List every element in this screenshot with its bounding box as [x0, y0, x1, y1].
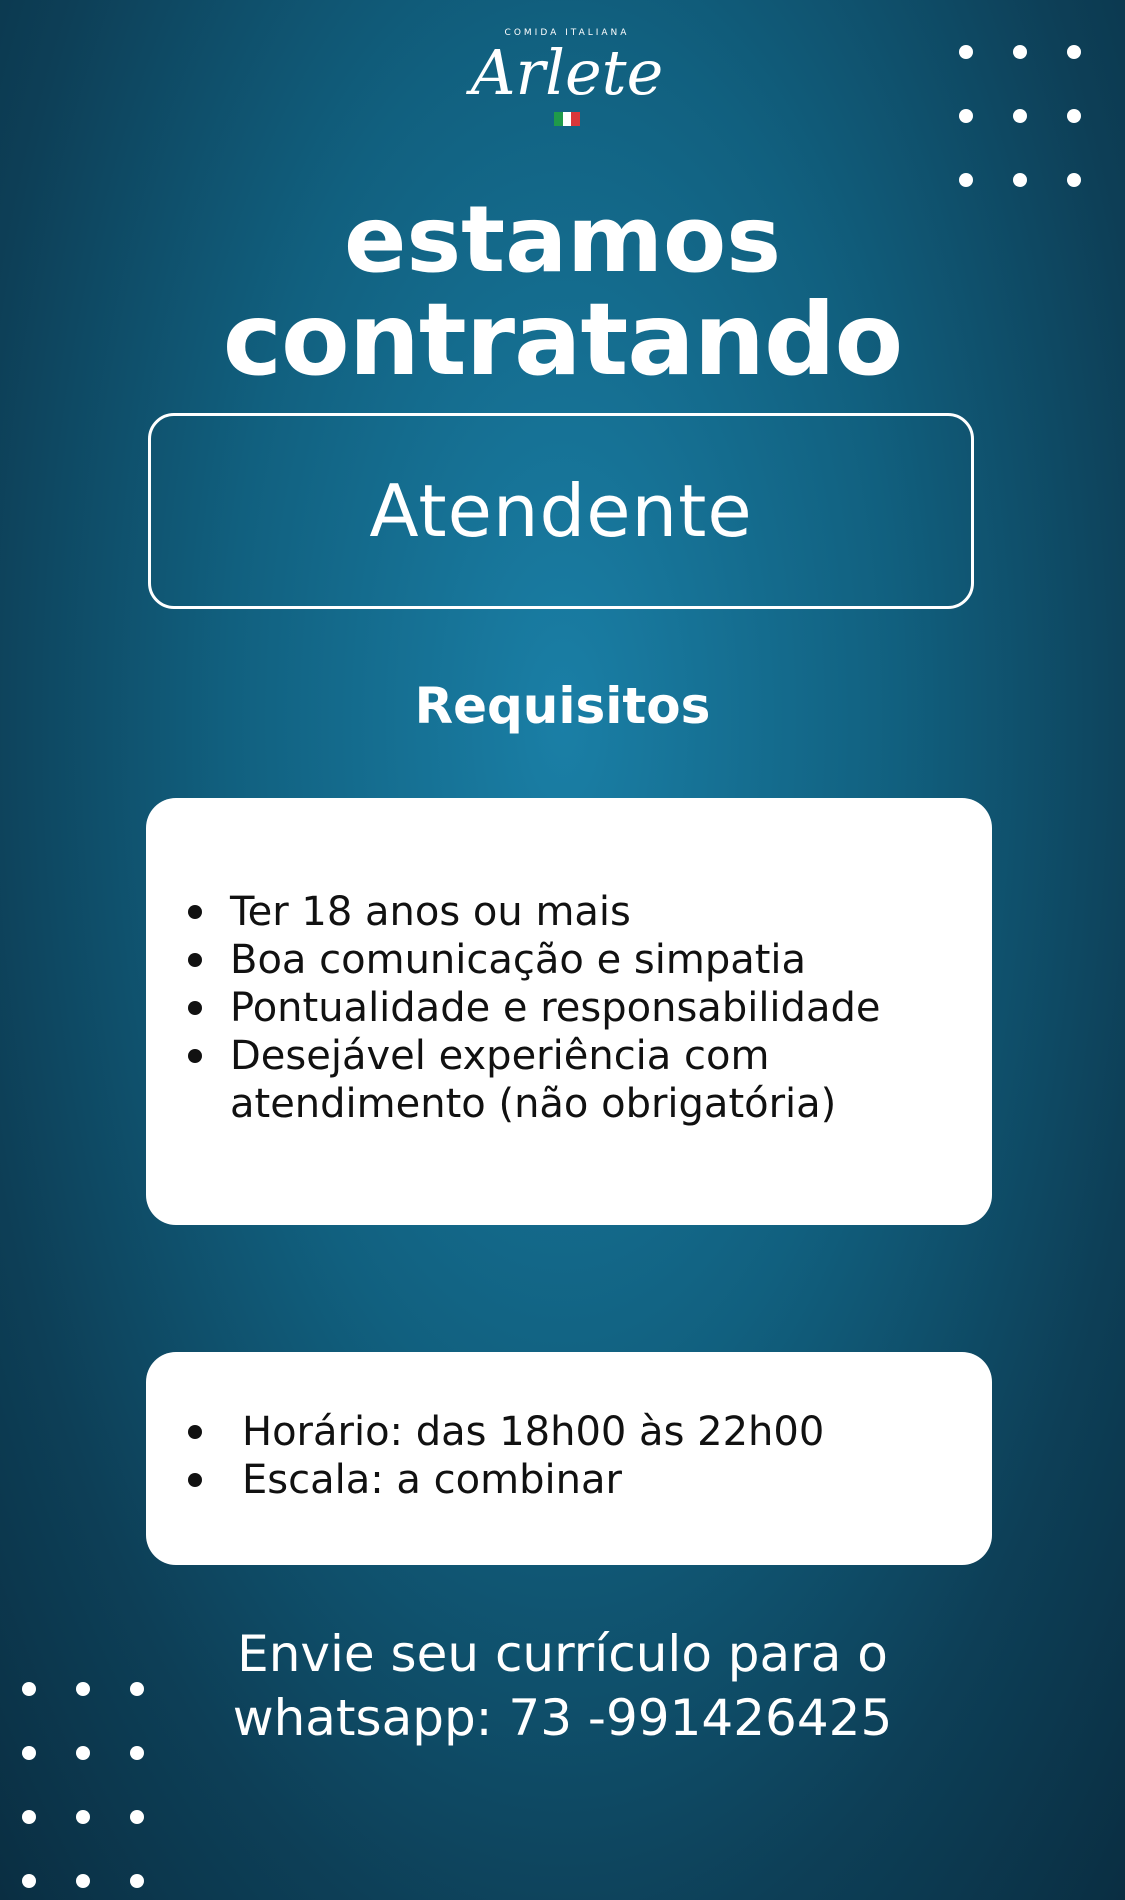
logo-name: Arlete: [470, 36, 664, 109]
decorative-dot: [130, 1746, 144, 1760]
requirement-text: Desejável experiência com atendimento (não obrigatória): [230, 1033, 837, 1127]
decorative-dot: [130, 1874, 144, 1888]
requirements-list: [188, 888, 972, 1128]
decorative-dot: [76, 1810, 90, 1824]
decorative-dot: [959, 109, 973, 123]
restaurant-logo: [462, 22, 672, 162]
requirements-title: Requisitos: [414, 677, 711, 735]
decorative-dot: [1067, 173, 1081, 187]
bullet-icon: [188, 1049, 202, 1063]
decorative-dot: [76, 1746, 90, 1760]
contact-line-2: whatsapp: 73 -991426425: [232, 1689, 893, 1747]
decorative-dot: [1013, 45, 1027, 59]
decorative-dot: [76, 1874, 90, 1888]
requirement-text: Ter 18 anos ou mais: [230, 889, 631, 935]
decorative-dot: [959, 173, 973, 187]
decorative-dot: [22, 1746, 36, 1760]
decorative-dot: [130, 1682, 144, 1696]
decorative-dot: [1067, 45, 1081, 59]
list-item: [188, 1456, 972, 1504]
headline-line-2: contratando: [222, 281, 903, 398]
italian-flag-icon: [554, 112, 580, 126]
decorative-dot: [130, 1810, 144, 1824]
schedule-list: [188, 1408, 972, 1504]
bullet-icon: [188, 1001, 202, 1015]
decorative-dot: [22, 1810, 36, 1824]
list-item: [188, 984, 972, 1032]
list-item: [188, 1408, 972, 1456]
contact-info: [0, 1622, 1125, 1750]
decorative-dots-top-right: [959, 45, 1081, 187]
bullet-icon: [188, 905, 202, 919]
requirements-card: [146, 798, 992, 1225]
bullet-icon: [188, 1473, 202, 1487]
decorative-dot: [959, 45, 973, 59]
role-title: Atendente: [369, 469, 753, 553]
decorative-dot: [1013, 109, 1027, 123]
decorative-dot: [1067, 109, 1081, 123]
schedule-card: [146, 1352, 992, 1565]
headline-line-1: estamos: [343, 186, 782, 293]
list-item: [188, 1032, 972, 1128]
requirement-text: Boa comunicação e simpatia: [230, 937, 807, 983]
decorative-dot: [22, 1682, 36, 1696]
contact-line-1: Envie seu currículo para o: [237, 1625, 888, 1683]
decorative-dot: [1013, 173, 1027, 187]
logo-tagline: COMIDA ITALIANA: [504, 28, 630, 38]
requirement-text: Pontualidade e responsabilidade: [230, 985, 881, 1031]
headline: [0, 186, 1125, 398]
role-box: [148, 413, 974, 609]
schedule-text: Horário: das 18h00 às 22h00: [242, 1409, 825, 1455]
decorative-dot: [22, 1874, 36, 1888]
schedule-text: Escala: a combinar: [242, 1457, 622, 1503]
bullet-icon: [188, 953, 202, 967]
list-item: [188, 888, 972, 936]
decorative-dot: [76, 1682, 90, 1696]
bullet-icon: [188, 1425, 202, 1439]
decorative-dots-bottom-left: [22, 1682, 144, 1888]
list-item: [188, 936, 972, 984]
